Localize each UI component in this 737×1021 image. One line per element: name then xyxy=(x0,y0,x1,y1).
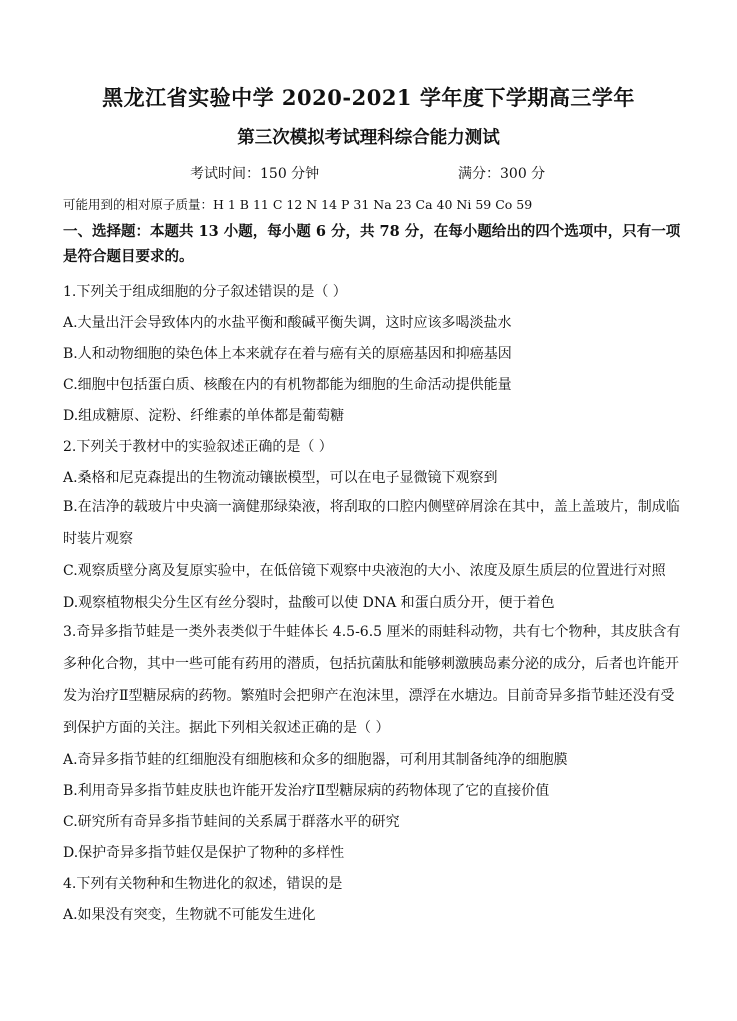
question-1-option-a: A.大量出汗会导致体内的水盐平衡和酸碱平衡失调，这时应该多喝淡盐水 xyxy=(63,315,512,331)
exam-title: 黑龙江省实验中学 2020-2021 学年度下学期高三学年 xyxy=(102,85,635,110)
exam-time: 考试时间：150 分钟 xyxy=(190,166,320,182)
exam-subtitle: 第三次模拟考试理科综合能力测试 xyxy=(237,128,500,148)
question-2-option-a: A.桑格和尼克森提出的生物流动镶嵌模型，可以在电子显微镜下观察到 xyxy=(63,470,498,486)
question-3-option-d: D.保护奇异多指节蛙仅是保护了物种的多样性 xyxy=(63,845,345,861)
question-3-stem: 3.奇异多指节蛙是一类外表类似于牛蛙体长 4.5-6.5 厘米的雨蛙科动物，共有七个物种，其皮肤含有多种化合物，其中一些可能有药用的潜质，包括抗菌肽和能够刺激胰岛素分泌的成分，后者也许能开发为治疗Ⅱ型糖尿病的药物。繁殖时会把卵产在泡沫里，漂浮在水塘边。目前奇异多指节蛙还没有受到保护方面的关注。据此下列相关叙述正确的是（ ） xyxy=(63,624,681,736)
question-4-stem: 4.下列有关物种和生物进化的叙述，错误的是 xyxy=(63,876,343,892)
question-3-option-c: C.研究所有奇异多指节蛙间的关系属于群落水平的研究 xyxy=(63,814,400,830)
question-1-option-d: D.组成糖原、淀粉、纤维素的单体都是葡萄糖 xyxy=(63,408,345,424)
exam-full-score: 满分：300 分 xyxy=(458,166,546,182)
question-2-option-b: B.在洁净的载玻片中央滴一滴健那绿染液，将刮取的口腔内侧壁碎屑涂在其中，盖上盖玻片，制成临时装片观察 xyxy=(63,499,680,547)
question-3-option-b: B.利用奇异多指节蛙皮肤也许能开发治疗Ⅱ型糖尿病的药物体现了它的直接价值 xyxy=(63,783,550,799)
atomic-masses: 可能用到的相对原子质量：H 1 B 11 C 12 N 14 P 31 Na 23 Ca 40 Ni 59 Co 59 xyxy=(63,197,533,212)
question-1-option-c: C.细胞中包括蛋白质、核酸在内的有机物都能为细胞的生命活动提供能量 xyxy=(63,377,512,393)
question-2-option-d: D.观察植物根尖分生区有丝分裂时，盐酸可以使 DNA 和蛋白质分开，便于着色 xyxy=(63,595,555,611)
question-1-option-b: B.人和动物细胞的染色体上本来就存在着与癌有关的原癌基因和抑癌基因 xyxy=(63,346,512,362)
question-4-option-a: A.如果没有突变，生物就不可能发生进化 xyxy=(63,907,316,923)
question-1-stem: 1.下列关于组成细胞的分子叙述错误的是（ ） xyxy=(63,284,347,300)
question-2-stem: 2.下列关于教材中的实验叙述正确的是（ ） xyxy=(63,439,333,455)
question-3-option-a: A.奇异多指节蛙的红细胞没有细胞核和众多的细胞器，可利用其制备纯净的细胞膜 xyxy=(63,752,568,768)
question-2-option-c: C.观察质壁分离及复原实验中，在低倍镜下观察中央液泡的大小、浓度及原生质层的位置进行对照 xyxy=(63,563,666,579)
section-heading: 一、选择题：本题共 13 小题，每小题 6 分，共 78 分，在每小题给出的四个选项中，只有一项是符合题目要求的。 xyxy=(63,223,681,265)
